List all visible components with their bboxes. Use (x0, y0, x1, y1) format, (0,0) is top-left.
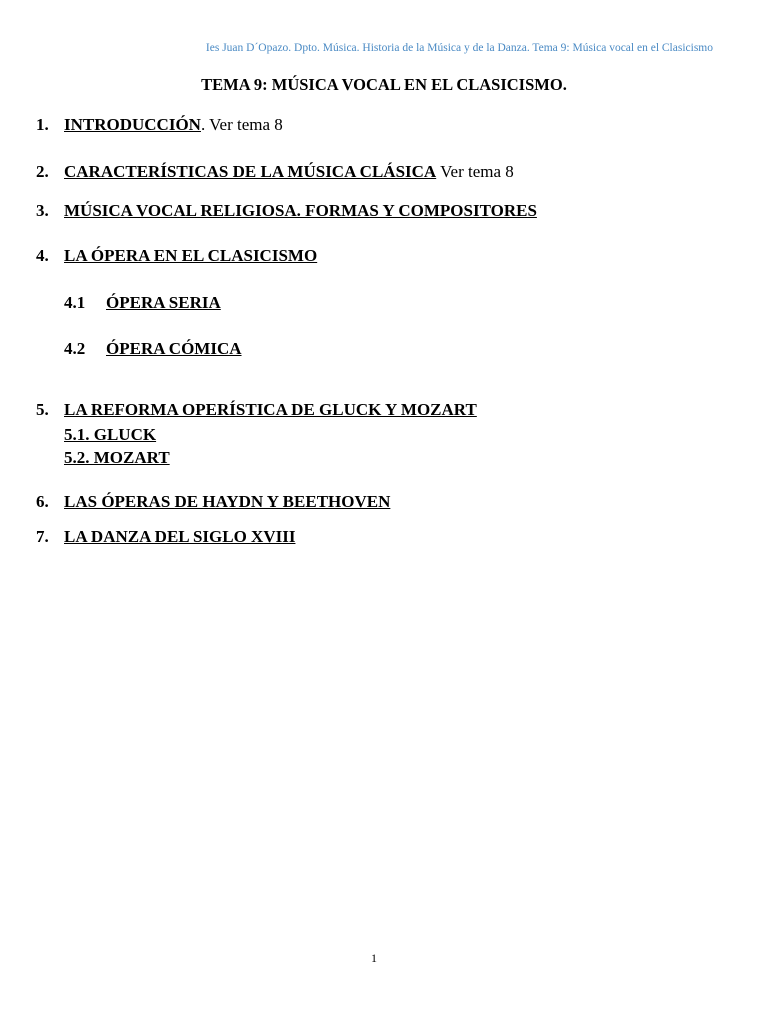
subitem-heading: ÓPERA CÓMICA (106, 339, 242, 358)
outline-item-6 (36, 492, 390, 512)
subitem-heading: ÓPERA SERIA (106, 293, 221, 312)
subitem-number: 4.1 (64, 293, 86, 312)
item-heading: CARACTERÍSTICAS DE LA MÚSICA CLÁSICA (64, 162, 437, 181)
item-heading: INTRODUCCIÓN (64, 115, 201, 134)
item-number: 6. (36, 492, 49, 511)
outline-item-7 (36, 527, 295, 547)
outline-subitem-5-1: 5.1. GLUCK (64, 425, 157, 444)
item-number: 2. (36, 162, 49, 181)
item-heading: LAS ÓPERAS DE HAYDN Y BEETHOVEN (64, 492, 391, 511)
outline-subitem-4-2 (64, 339, 242, 359)
outline-subitem-4-1 (64, 293, 221, 313)
outline-item-1 (36, 115, 283, 135)
outline-item-5 (36, 400, 477, 420)
outline-subitem-5-2: 5.2. MOZART (64, 448, 170, 467)
page-header: Ies Juan D´Opazo. Dpto. Música. Historia de la Música y de la Danza. Tema 9: Música vocal en el Clasicismo (205, 42, 713, 54)
item-note: . Ver tema 8 (200, 115, 283, 134)
item-number: 3. (36, 201, 49, 220)
item-heading: LA ÓPERA EN EL CLASICISMO (64, 246, 318, 265)
item-number: 5. (36, 400, 49, 419)
item-heading: LA REFORMA OPERÍSTICA DE GLUCK Y MOZART (64, 400, 477, 419)
subitem-number: 4.2 (64, 339, 86, 358)
outline-item-4 (36, 246, 317, 266)
item-heading: LA DANZA DEL SIGLO XVIII (64, 527, 296, 546)
outline-item-3 (36, 201, 537, 221)
item-number: 7. (36, 527, 49, 546)
page-number: 1 (371, 951, 377, 965)
item-number: 4. (36, 246, 49, 265)
item-note: Ver tema 8 (436, 162, 514, 181)
document-title: TEMA 9: MÚSICA VOCAL EN EL CLASICISMO. (201, 75, 567, 94)
item-heading: MÚSICA VOCAL RELIGIOSA. FORMAS Y COMPOSITORES (64, 201, 537, 220)
item-number: 1. (36, 115, 49, 134)
outline-item-2 (36, 162, 514, 182)
